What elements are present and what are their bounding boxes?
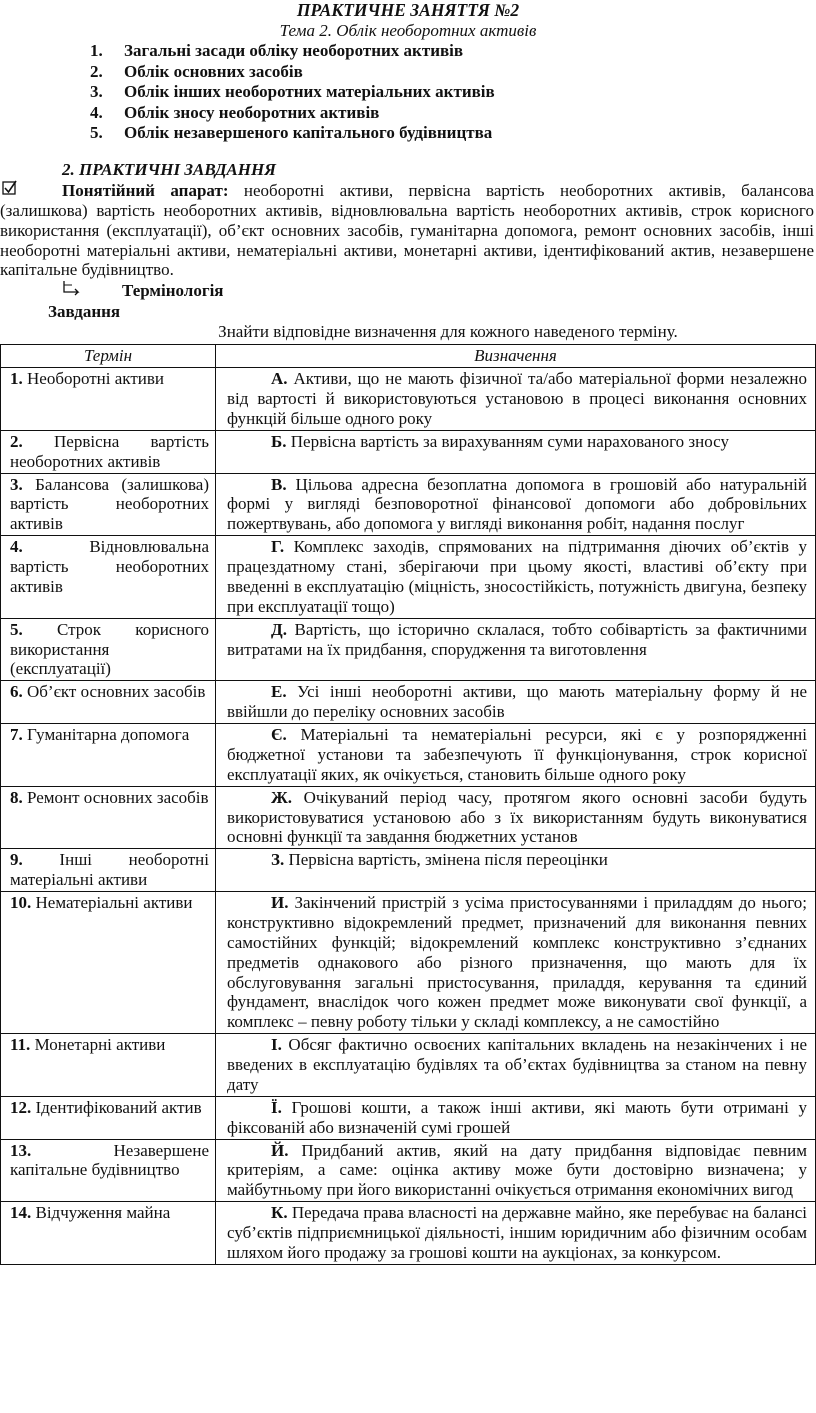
task-label: Завдання bbox=[48, 302, 121, 322]
definition-cell bbox=[216, 368, 816, 431]
term-cell bbox=[1, 536, 216, 619]
definition-text: Очікуваний період часу, протягом якого основні засоби будуть використовуватися установою або з їх використанням будуть виконуватися основні функції та завдання бюджетних установ bbox=[227, 787, 807, 847]
topics-list bbox=[0, 41, 816, 144]
term-text: Монетарні активи bbox=[30, 1035, 166, 1055]
definition-letter: Е. bbox=[271, 682, 287, 702]
term-number: 11. bbox=[10, 1035, 31, 1055]
table-row bbox=[1, 1139, 816, 1202]
list-item: 3. Облік інших необоротних матеріальних активів bbox=[90, 82, 495, 102]
term-cell bbox=[1, 618, 216, 681]
definition-letter: З. bbox=[271, 850, 285, 870]
term-text: Відновлювальна вартість необоротних активів bbox=[10, 537, 209, 596]
definition-text: Придбаний актив, який на дату придбання відповідає певним критеріям, а саме: оцінка активу може бути достовірно визначена; у майбутньому при його використанні очікується отримання економічних вигод bbox=[227, 1140, 807, 1200]
term-text: Ідентифікований актив bbox=[31, 1097, 202, 1117]
definition-cell bbox=[216, 849, 816, 892]
table-row bbox=[1, 430, 816, 473]
list-item: 1. Загальні засади обліку необоротних активів bbox=[90, 41, 464, 60]
terms-table bbox=[0, 344, 816, 1265]
definition-cell bbox=[216, 618, 816, 681]
definition-text: Активи, що не мають фізичної та/або матеріальної форми незалежно від вартості й використовуються установою в процесі виконання основних функцій більше одного року bbox=[227, 369, 807, 428]
term-text: Інші необоротні матеріальні активи bbox=[10, 850, 209, 890]
term-cell bbox=[1, 473, 216, 536]
definition-text: Первісна вартість, змінена після переоцінки bbox=[284, 850, 608, 870]
term-number: 1. bbox=[10, 369, 23, 389]
table-row bbox=[1, 368, 816, 431]
term-number: 7. bbox=[10, 725, 23, 745]
list-item: 4. Облік зносу необоротних активів bbox=[90, 102, 380, 122]
definition-letter: Є. bbox=[271, 725, 287, 745]
table-row bbox=[1, 1096, 816, 1139]
definition-text: Комплекс заходів, спрямованих на підтримання діючих об’єктів у працездатному стані, зберігаючи при цьому якості, властиві об’єкту при введенні в експлуатацію (міцність, зносостійкість, потужність двигуна, безпеку при експлуатації тощо) bbox=[227, 537, 807, 616]
definition-cell bbox=[216, 1034, 816, 1097]
definition-letter: Й. bbox=[271, 1140, 289, 1160]
definition-cell bbox=[216, 1096, 816, 1139]
definition-cell bbox=[216, 536, 816, 619]
checkbox-icon bbox=[0, 180, 62, 201]
term-text: Гуманітарна допомога bbox=[22, 725, 190, 745]
term-cell bbox=[1, 724, 216, 787]
definition-cell bbox=[216, 786, 816, 849]
term-number: 2. bbox=[10, 431, 23, 451]
definition-letter: Г. bbox=[271, 537, 285, 557]
definition-letter: А. bbox=[271, 369, 288, 389]
table-row bbox=[1, 1202, 816, 1265]
definition-text: Грошові кошти, а також інші активи, які мають бути отримані у фіксованій або визначеній сумі грошей bbox=[227, 1097, 807, 1137]
definition-letter: К. bbox=[271, 1203, 288, 1223]
term-cell bbox=[1, 1034, 216, 1097]
term-text: Об’єкт основних засобів bbox=[22, 682, 206, 702]
definition-text: Закінчений пристрій з усіма пристосуваннями і приладдям до нього; конструктивно відокремлений предмет, призначений для виконання певних самостійних функцій; відокремлений комплекс конструктивно з’єднаних предметів однакового або різного призначення, що мають для їх обслуговування загальні пристосування, приладдя, керування та єдиний фундамент, внаслідок чого кожен предмет може виконувати свої функції, а комплекс – певну роботу тільки у складі комплексу, а не самостійно bbox=[227, 893, 807, 1032]
definition-text: Цільова адресна безоплатна допомога в грошовій або натуральній формі у вигляді безповоротної фінансової допомоги або добровільних пожертвувань, або допомога у вигляді виконання робіт, надання послуг bbox=[227, 474, 807, 534]
list-item: 5. Облік незавершеного капітального будівництва bbox=[90, 123, 493, 143]
definition-letter: Д. bbox=[271, 619, 287, 639]
concepts-paragraph bbox=[0, 180, 816, 280]
term-cell bbox=[1, 849, 216, 892]
definition-cell bbox=[216, 681, 816, 724]
definition-letter: В. bbox=[271, 474, 287, 494]
table-row bbox=[1, 681, 816, 724]
definition-cell bbox=[216, 473, 816, 536]
definition-cell bbox=[216, 724, 816, 787]
terminology-heading: Термінологія bbox=[62, 280, 816, 302]
column-header-definition: Визначення bbox=[216, 345, 816, 368]
concepts-text: необоротні активи, первісна вартість необоротних активів, балансова (залишкова) вартість необоротних активів, відновлювальна вартість необоротних активів, строк корисного використання (експлуатації), об’єкт основних засобів, гуманітарна допомога, ремонт основних засобів, інші необоротні матеріальні активи, нематеріальні активи, монетарні активи, ідентифікований актив, незавершене капітальне будівництво. bbox=[0, 180, 814, 280]
table-row bbox=[1, 473, 816, 536]
definition-text: Передача права власності на державне майно, яке перебуває на балансі суб’єктів підприємницької діяльності, іншим юридичним або фізичним особам шляхом його продажу за грошові кошти на аукціонах, за конкурсом. bbox=[227, 1203, 807, 1262]
table-row bbox=[1, 849, 816, 892]
definition-letter: И. bbox=[271, 893, 289, 913]
definition-letter: І. bbox=[271, 1035, 282, 1055]
definition-text: Матеріальні та нематеріальні ресурси, які є у розпорядженні бюджетної установи та забезпечують її функціонування, строк корисної експлуатації яких, як очікується, становить більше одного року bbox=[227, 725, 807, 784]
term-number: 3. bbox=[10, 474, 23, 494]
list-item: 2. Облік основних засобів bbox=[90, 61, 303, 81]
page-title: ПРАКТИЧНЕ ЗАНЯТТЯ №2 bbox=[296, 0, 520, 20]
term-number: 10. bbox=[10, 893, 32, 913]
definition-cell bbox=[216, 1139, 816, 1202]
term-number: 4. bbox=[10, 537, 23, 557]
definition-text: Первісна вартість за вирахуванням суми нарахованого зносу bbox=[286, 431, 729, 451]
term-cell bbox=[1, 1139, 216, 1202]
hand-pointer-icon bbox=[62, 280, 122, 301]
table-row bbox=[1, 618, 816, 681]
column-header-term: Термін bbox=[1, 345, 216, 368]
term-cell bbox=[1, 368, 216, 431]
section-title: 2. ПРАКТИЧНІ ЗАВДАННЯ bbox=[62, 159, 276, 179]
table-row bbox=[1, 536, 816, 619]
term-cell bbox=[1, 1202, 216, 1265]
term-number: 6. bbox=[10, 682, 23, 702]
definition-letter: Ї. bbox=[271, 1097, 282, 1117]
term-number: 12. bbox=[10, 1097, 32, 1117]
concepts-label: Понятійний апарат: bbox=[62, 180, 229, 200]
table-row bbox=[1, 724, 816, 787]
table-body bbox=[1, 368, 816, 1265]
definition-letter: Б. bbox=[271, 431, 287, 451]
term-number: 13. bbox=[10, 1140, 32, 1160]
term-number: 14. bbox=[10, 1203, 32, 1223]
term-text: Первісна вартість необоротних активів bbox=[10, 431, 209, 471]
term-text: Необоротні активи bbox=[22, 369, 164, 389]
table-row bbox=[1, 786, 816, 849]
definition-cell bbox=[216, 430, 816, 473]
term-number: 9. bbox=[10, 850, 23, 870]
term-number: 5. bbox=[10, 619, 23, 639]
term-text: Ремонт основних засобів bbox=[22, 787, 209, 807]
term-text: Відчуження майна bbox=[31, 1203, 171, 1223]
term-text: Незавершене капітальне будівництво bbox=[10, 1140, 209, 1180]
definition-letter: Ж. bbox=[271, 787, 293, 807]
table-row bbox=[1, 1034, 816, 1097]
term-cell bbox=[1, 786, 216, 849]
term-text: Строк корисного використання (експлуатації) bbox=[10, 619, 209, 679]
term-cell bbox=[1, 430, 216, 473]
definition-text: Вартість, що історично склалася, тобто собівартість за фактичними витратами на їх придбання, спорудження та виготовлення bbox=[227, 619, 807, 659]
table-row bbox=[1, 892, 816, 1034]
term-number: 8. bbox=[10, 787, 23, 807]
definition-text: Усі інші необоротні активи, що мають матеріальну форму й не ввійшли до переліку основних засобів bbox=[227, 682, 807, 722]
page-subtitle: Тема 2. Облік необоротних активів bbox=[279, 21, 537, 40]
term-text: Балансова (залишкова) вартість необоротних активів bbox=[10, 474, 209, 534]
definition-cell bbox=[216, 892, 816, 1034]
term-cell bbox=[1, 681, 216, 724]
task-instruction: Знайти відповідне визначення для кожного наведеного терміну. bbox=[218, 322, 678, 342]
term-cell bbox=[1, 892, 216, 1034]
definition-text: Обсяг фактично освоєних капітальних вкладень на незакінчених і не введених в експлуатацію будівлях та об’єктах будівництва за станом на певну дату bbox=[227, 1035, 807, 1094]
term-cell bbox=[1, 1096, 216, 1139]
table-header-row bbox=[1, 345, 816, 368]
definition-cell bbox=[216, 1202, 816, 1265]
term-text: Нематеріальні активи bbox=[31, 893, 193, 913]
